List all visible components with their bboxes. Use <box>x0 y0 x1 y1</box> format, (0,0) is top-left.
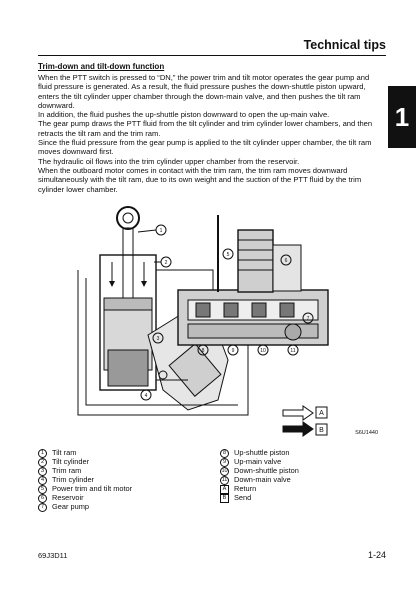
legend-text: Reservoir <box>52 493 84 503</box>
legend-mark: 3 <box>38 467 47 476</box>
callout-8: 8 <box>201 348 205 354</box>
ptt-hydraulic-diagram <box>38 200 378 438</box>
paragraph: The hydraulic oil flows into the trim cylinder upper chamber from the reservoir. <box>38 156 300 166</box>
section-heading: Trim-down and tilt-down function <box>38 62 165 71</box>
paragraph: When the outboard motor comes in contact with the trim ram, the trim ram moves downward simultaneously with the tilt ram, due to its own weight and the suction of the PTT fluid by the trim cylinder lower chamber. <box>38 165 362 194</box>
legend-text: Up-shuttle piston <box>234 448 290 458</box>
legend-mark: 4 <box>38 476 47 485</box>
legend-text: Power trim and tilt motor <box>52 484 133 494</box>
legend-mark: 5 <box>38 485 47 494</box>
callout-6: 6 <box>284 258 288 264</box>
figure-code: S6U1440 <box>355 430 378 436</box>
legend-mark: 7 <box>38 503 47 512</box>
callout-7: 7 <box>306 316 310 322</box>
legend-mark: 10 <box>221 468 228 474</box>
legend-mark: 2 <box>38 458 47 467</box>
legend-text: Tilt ram <box>52 448 77 458</box>
chapter-tab: 1 <box>388 86 416 148</box>
key-b-label: B <box>319 427 324 434</box>
legend-mark: 9 <box>220 458 229 467</box>
legend-mark: 6 <box>38 494 47 503</box>
paragraph: In addition, the fluid pushes the up-shuttle piston downward to open the up-main valve. <box>38 110 330 120</box>
legend-left <box>38 449 132 512</box>
paragraph: Since the fluid pressure from the gear pump is applied to the tilt cylinder upper chamber, the tilt ram moves downward first. <box>38 138 372 157</box>
callout-11: 11 <box>290 348 296 354</box>
legend-text: Up-main valve <box>234 457 282 467</box>
callout-3: 3 <box>156 336 160 342</box>
footer-code: 69J3D11 <box>38 551 68 560</box>
page-number: 1-24 <box>367 550 386 560</box>
legend-text: Down-shuttle piston <box>234 466 299 476</box>
legend-mark: 11 <box>221 477 228 483</box>
legend-text: Tilt cylinder <box>52 457 90 467</box>
callout-10: 10 <box>260 348 266 354</box>
callout-1: 1 <box>159 228 163 234</box>
paragraph: When the PTT switch is pressed to “DN,” the power trim and tilt motor operates the gear pump and fluid pressure is generated. As a result, the fluid pressure pushes the down-shuttle piston upward, enters the tilt cylinder upper chamber through the down-main valve, and then pushes the tilt ram downward. <box>38 73 370 110</box>
callout-4: 4 <box>144 393 148 399</box>
legend-item <box>220 494 299 503</box>
legend-text: Trim cylinder <box>52 475 95 485</box>
legend-item <box>38 503 132 512</box>
body-text <box>38 73 378 194</box>
legend-mark: A <box>220 485 229 494</box>
key-a-label: A <box>319 410 324 417</box>
legend-right <box>220 449 299 503</box>
callout-5: 5 <box>226 252 230 258</box>
callout-2: 2 <box>164 260 168 266</box>
page-header-title: Technical tips <box>303 38 386 52</box>
callout-9: 9 <box>231 348 235 354</box>
legend-mark: 1 <box>38 449 47 458</box>
header-rule <box>38 55 386 56</box>
legend-item <box>220 476 299 485</box>
paragraph: The gear pump draws the PTT fluid from the tilt cylinder and trim cylinder lower chambers, and then retracts the tilt ram and the trim ram. <box>38 119 373 138</box>
legend-text: Return <box>234 484 257 494</box>
legend-item <box>220 485 299 494</box>
legend-text: Gear pump <box>52 502 89 512</box>
legend-mark: 8 <box>220 449 229 458</box>
legend-text: Trim ram <box>52 466 82 476</box>
legend-mark: B <box>220 494 229 503</box>
legend-text: Send <box>234 493 252 503</box>
legend-text: Down-main valve <box>234 475 291 485</box>
